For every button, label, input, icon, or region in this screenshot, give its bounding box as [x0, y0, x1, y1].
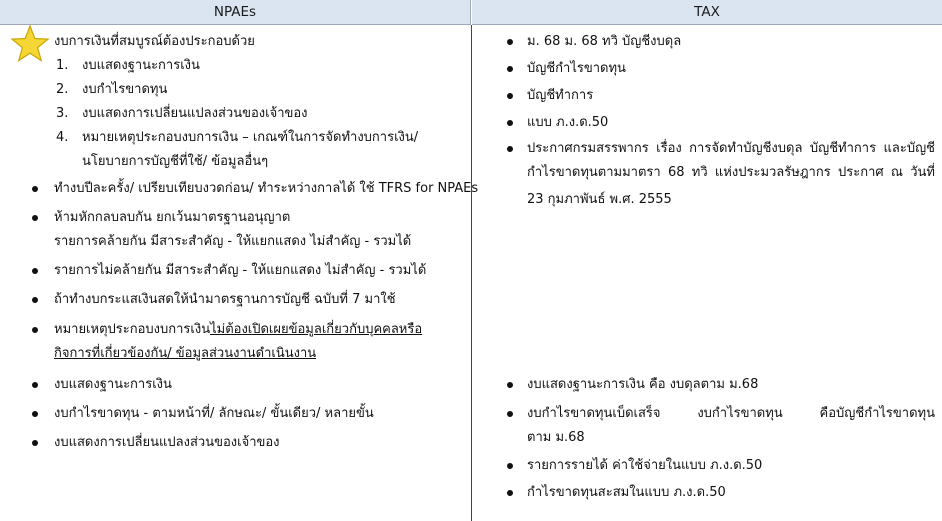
header-npaes: NPAEs — [0, 0, 471, 25]
bullet-dot — [507, 39, 513, 45]
list-item: บัญชีกำไรขาดทุน — [527, 61, 626, 76]
list-item: รายการรายได้ ค่าใช้จ่ายในแบบ ภ.ง.ด.50 — [527, 458, 763, 473]
list-item — [54, 321, 422, 339]
column-divider — [471, 25, 472, 521]
bullet-dot — [507, 66, 513, 72]
npaes-intro: งบการเงินที่สมบูรณ์ต้องประกอบด้วย — [54, 34, 255, 49]
list-item: รายการไม่คล้ายกัน มีสาระสำคัญ - ให้แยกแสดง ไม่สำคัญ - รวมได้ — [54, 263, 427, 278]
list-item: ทำงบปีละครั้ง/ เปรียบเทียบงวดก่อน/ ทำระหว่างกาลได้ ใช้ TFRS for NPAEs — [54, 181, 479, 196]
list-number: 1. — [56, 58, 69, 73]
list-number: 3. — [56, 106, 69, 121]
list-item: งบแสดงการเปลี่ยนแปลงส่วนของเจ้าของ — [82, 106, 308, 121]
bullet-dot — [507, 490, 513, 496]
disclosure-label: หมายเหตุประกอบงบการเงิน — [54, 322, 211, 337]
list-item-continued: 23 กุมภาพันธ์ พ.ศ. 2555 — [527, 192, 672, 207]
list-item: งบแสดงฐานะการเงิน คือ งบดุลตาม ม.68 — [527, 377, 759, 392]
disclosure-underlined: ไม่ต้องเปิดเผยข้อมูลเกี่ยวกับบุคคลหรือ — [210, 322, 423, 337]
bullet-dot — [507, 120, 513, 126]
list-item-continued: ตาม ม.68 — [527, 430, 585, 445]
bullet-dot — [32, 382, 38, 388]
bullet-dot — [32, 186, 38, 192]
list-item-continued: รายการคล้ายกัน มีสาระสำคัญ - ให้แยกแสดง ไม่สำคัญ - รวมได้ — [54, 234, 412, 249]
list-item: งบกำไรขาดทุน — [82, 82, 168, 97]
list-item: หมายเหตุประกอบงบการเงิน – เกณฑ์ในการจัดทำงบการเงิน/ — [82, 130, 419, 145]
list-item: กำไรขาดทุนสะสมในแบบ ภ.ง.ด.50 — [527, 485, 726, 500]
list-item: ถ้าทำงบกระแสเงินสดให้นำมาตรฐานการบัญชี ฉบับที่ 7 มาใช้ — [54, 292, 396, 307]
list-item: งบแสดงฐานะการเงิน — [54, 377, 172, 392]
bullet-dot — [32, 297, 38, 303]
bullet-dot — [507, 93, 513, 99]
list-number: 4. — [56, 130, 69, 145]
bullet-dot — [507, 463, 513, 469]
list-item: แบบ ภ.ง.ด.50 — [527, 115, 609, 130]
list-item-continued: นโยบายการบัญชีที่ใช้/ ข้อมูลอื่นๆ — [82, 154, 269, 169]
list-item: ประกาศกรมสรรพากร เรื่อง การจัดทำบัญชีงบดุล บัญชีทำการ และบัญชี — [527, 141, 935, 156]
bullet-dot — [507, 382, 513, 388]
bullet-dot — [32, 215, 38, 221]
bullet-dot — [507, 146, 513, 152]
list-item: งบแสดงการเปลี่ยนแปลงส่วนของเจ้าของ — [54, 435, 280, 450]
list-item: ม. 68 ม. 68 ทวิ บัญชีงบดุล — [527, 34, 682, 49]
list-number: 2. — [56, 82, 69, 97]
bullet-dot — [507, 411, 513, 417]
list-item: บัญชีทำการ — [527, 88, 594, 103]
bullet-dot — [32, 411, 38, 417]
list-item: ห้ามหักกลบลบกัน ยกเว้นมาตรฐานอนุญาต — [54, 210, 291, 225]
list-item: งบแสดงฐานะการเงิน — [82, 58, 200, 73]
star-icon — [10, 24, 50, 64]
list-item-continued: กำไรขาดทุนตามมาตรา 68 ทวิ แห่งประมวลรัษฎากร ประกาศ ณ วันที่ — [527, 165, 935, 180]
bullet-dot — [32, 327, 38, 333]
bullet-dot — [32, 440, 38, 446]
list-item: งบกำไรขาดทุน - ตามหน้าที่/ ลักษณะ/ ขั้นเดียว/ หลายขั้น — [54, 406, 374, 421]
disclosure-underlined: กิจการที่เกี่ยวข้องกัน/ ข้อมูลส่วนงานดำเนินงาน — [54, 346, 317, 361]
list-item: งบกำไรขาดทุนเบ็ดเสร็จ งบกำไรขาดทุน คือบัญชีกำไรขาดทุน — [527, 406, 935, 421]
header-tax: TAX — [472, 0, 942, 25]
bullet-dot — [32, 268, 38, 274]
